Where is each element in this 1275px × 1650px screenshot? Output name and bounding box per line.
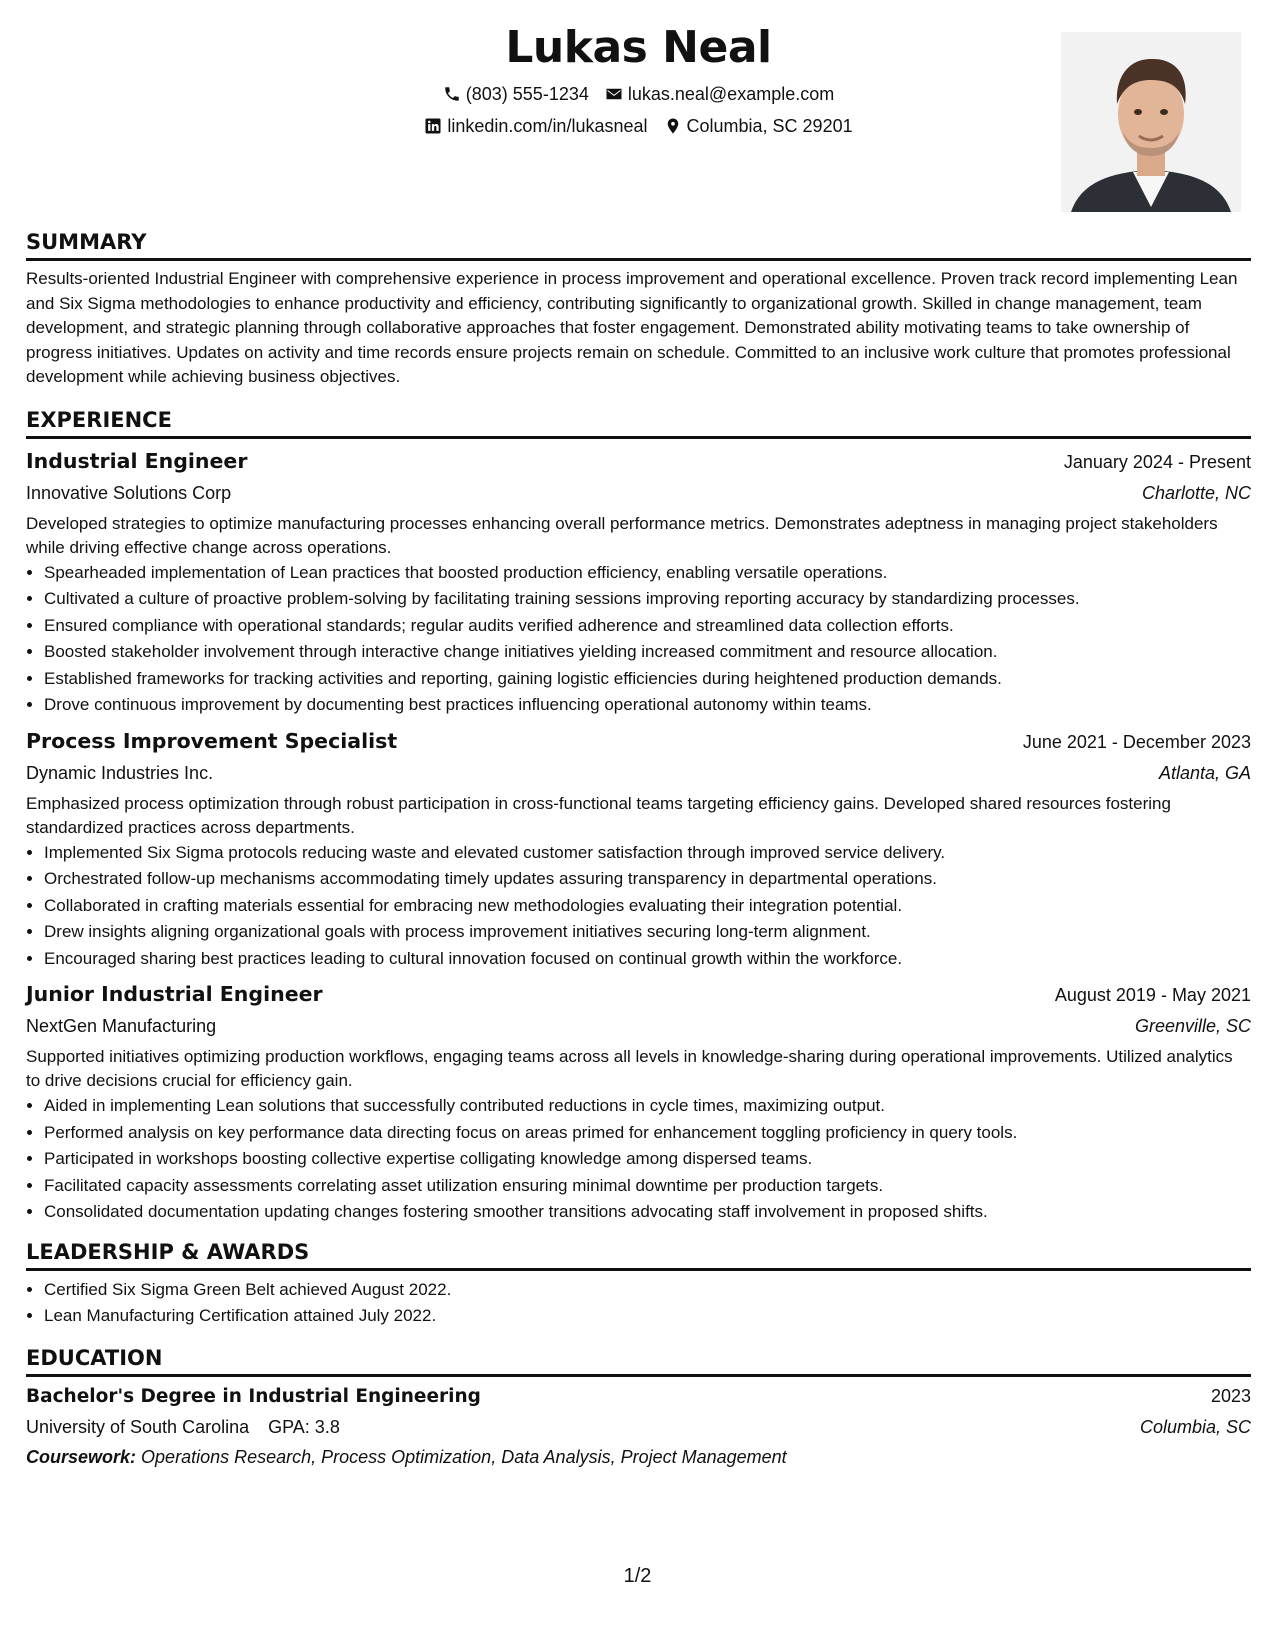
job-description: Supported initiatives optimizing production workflows, engaging teams across all levels in knowledge-sharing during operational improvements. Utilized analytics to drive decisions crucial for efficiency gain. bbox=[26, 1047, 1233, 1090]
job-title: Industrial Engineer bbox=[26, 448, 248, 473]
contact-phone bbox=[443, 78, 589, 110]
list-item: • Certified Six Sigma Green Belt achieved August 2022. bbox=[44, 1277, 1251, 1304]
job-entry bbox=[26, 725, 1251, 973]
job-bullets bbox=[26, 1093, 1251, 1226]
job-description: Developed strategies to optimize manufacturing processes enhancing overall performance metrics. Demonstrates adeptness in managing project stakeholders while driving effective change across operations. bbox=[26, 513, 1218, 557]
experience-section bbox=[26, 406, 1251, 1226]
envelope-icon bbox=[605, 85, 623, 103]
page-number: 1/2 bbox=[623, 1565, 652, 1587]
leadership-section bbox=[26, 1238, 1251, 1330]
list-item: • Drew insights aligning organizational goals with process improvement initiatives securing long-term alignment. bbox=[44, 919, 1251, 946]
job-bullets bbox=[26, 560, 1251, 719]
job-description: Emphasized process optimization through robust participation in cross-functional teams targeting efficiency gains. Developed shared resources fostering standardized practices across departments. bbox=[26, 793, 1171, 837]
list-item: • Performed analysis on key performance data directing focus on areas primed for enhancement toggling proficiency in query tools. bbox=[44, 1120, 1251, 1147]
experience-heading: EXPERIENCE bbox=[26, 406, 1251, 439]
leadership-list bbox=[26, 1277, 1251, 1330]
map-pin-icon bbox=[664, 117, 682, 135]
job-location: Atlanta, GA bbox=[1158, 762, 1251, 783]
job-date: August 2019 - May 2021 bbox=[1054, 985, 1251, 1005]
location-text: Columbia, SC 29201 bbox=[686, 116, 853, 136]
linkedin-link[interactable]: linkedin.com/in/lukasneal bbox=[447, 116, 648, 136]
job-location: Charlotte, NC bbox=[1141, 482, 1251, 503]
job-date: June 2021 - December 2023 bbox=[1022, 731, 1251, 752]
list-item: • Participated in workshops boosting collective expertise colligating knowledge among dispersed teams. bbox=[44, 1146, 1251, 1173]
list-item: • Boosted stakeholder involvement through interactive change initiatives yielding increased commitment and resource allocation. bbox=[44, 639, 1251, 666]
list-item: • Spearheaded implementation of Lean practices that boosted production efficiency, enabling versatile operations. bbox=[44, 560, 1251, 587]
coursework-label: Coursework: bbox=[26, 1446, 137, 1467]
resume-header bbox=[26, 18, 1251, 218]
linkedin-icon bbox=[424, 117, 442, 135]
coursework-text: Operations Research, Process Optimization, Data Analysis, Project Management bbox=[141, 1446, 787, 1467]
list-item: • Cultivated a culture of proactive problem-solving by facilitating training sessions improving reporting accuracy by standardizing processes. bbox=[44, 586, 1251, 613]
list-item: • Implemented Six Sigma protocols reducing waste and elevated customer satisfaction through improved service delivery. bbox=[44, 840, 1251, 867]
contact-linkedin[interactable] bbox=[424, 110, 647, 142]
job-location: Greenville, SC bbox=[1134, 1016, 1251, 1036]
job-company: Innovative Solutions Corp bbox=[26, 482, 232, 503]
leadership-heading: LEADERSHIP & AWARDS bbox=[26, 1238, 1251, 1271]
education-heading: EDUCATION bbox=[26, 1344, 1251, 1377]
coursework bbox=[26, 1442, 1251, 1472]
contact-email[interactable] bbox=[605, 78, 834, 110]
resume-page bbox=[26, 18, 1251, 1472]
phone-icon bbox=[443, 85, 461, 103]
job-company: NextGen Manufacturing bbox=[26, 1016, 217, 1036]
job-title: Process Improvement Specialist bbox=[26, 728, 398, 753]
candidate-name: Lukas Neal bbox=[505, 22, 772, 73]
gpa-text: GPA: 3.8 bbox=[268, 1416, 340, 1437]
contact-location bbox=[664, 110, 853, 142]
list-item: • Facilitated capacity assessments correlating asset utilization ensuring minimal downtime per production targets. bbox=[44, 1173, 1251, 1200]
summary-heading: SUMMARY bbox=[26, 228, 1251, 261]
phone-text: (803) 555-1234 bbox=[465, 84, 589, 104]
job-date: January 2024 - Present bbox=[1063, 451, 1251, 472]
list-item: • Encouraged sharing best practices leading to cultural innovation focused on continual growth within the workforce. bbox=[44, 946, 1251, 973]
email-link[interactable]: lukas.neal@example.com bbox=[627, 84, 835, 104]
summary-text: Results-oriented Industrial Engineer with comprehensive experience in process improvement and operational excellence. Proven track record implementing Lean and Six Sigma methodologies to enhance productivity and efficiency, contributing significantly to organizational growth. Skilled in change management, team development, and strategic planning through collaborative approaches that foster engagement. Demonstrated ability motivating teams to take ownership of progress initiatives. Updates on activity and time records ensure projects remain on schedule. Committed to an inclusive work culture that promotes professional development while achieving business objectives. bbox=[26, 269, 1238, 386]
job-company: Dynamic Industries Inc. bbox=[26, 762, 214, 783]
job-title: Junior Industrial Engineer bbox=[26, 982, 323, 1006]
profile-photo bbox=[1061, 32, 1241, 212]
list-item: • Consolidated documentation updating changes fostering smoother transitions advocating staff involvement in proposed shifts. bbox=[44, 1199, 1251, 1226]
list-item: • Ensured compliance with operational standards; regular audits verified adherence and streamlined data collection efforts. bbox=[44, 613, 1251, 640]
job-bullets bbox=[26, 840, 1251, 973]
graduation-year: 2023 bbox=[1210, 1385, 1251, 1406]
list-item: • Established frameworks for tracking activities and reporting, gaining logistic efficiencies during heightened production demands. bbox=[44, 666, 1251, 693]
education-section bbox=[26, 1344, 1251, 1472]
school-location: Columbia, SC bbox=[1139, 1416, 1251, 1437]
list-item: • Collaborated in crafting materials essential for embracing new methodologies evaluating their integration potential. bbox=[44, 893, 1251, 920]
job-entry bbox=[26, 445, 1251, 719]
list-item: • Orchestrated follow-up mechanisms accommodating timely updates assuring transparency in departmental operations. bbox=[44, 866, 1251, 893]
summary-section bbox=[26, 228, 1251, 390]
list-item: • Drove continuous improvement by documenting best practices influencing operational autonomy within teams. bbox=[44, 692, 1251, 719]
degree-title: Bachelor's Degree in Industrial Engineering bbox=[26, 1385, 481, 1407]
job-entry bbox=[26, 978, 1251, 1226]
list-item: • Lean Manufacturing Certification attained July 2022. bbox=[44, 1303, 1251, 1330]
list-item: • Aided in implementing Lean solutions that successfully contributed reductions in cycle times, maximizing output. bbox=[44, 1093, 1251, 1120]
school-name: University of South Carolina bbox=[26, 1416, 250, 1437]
